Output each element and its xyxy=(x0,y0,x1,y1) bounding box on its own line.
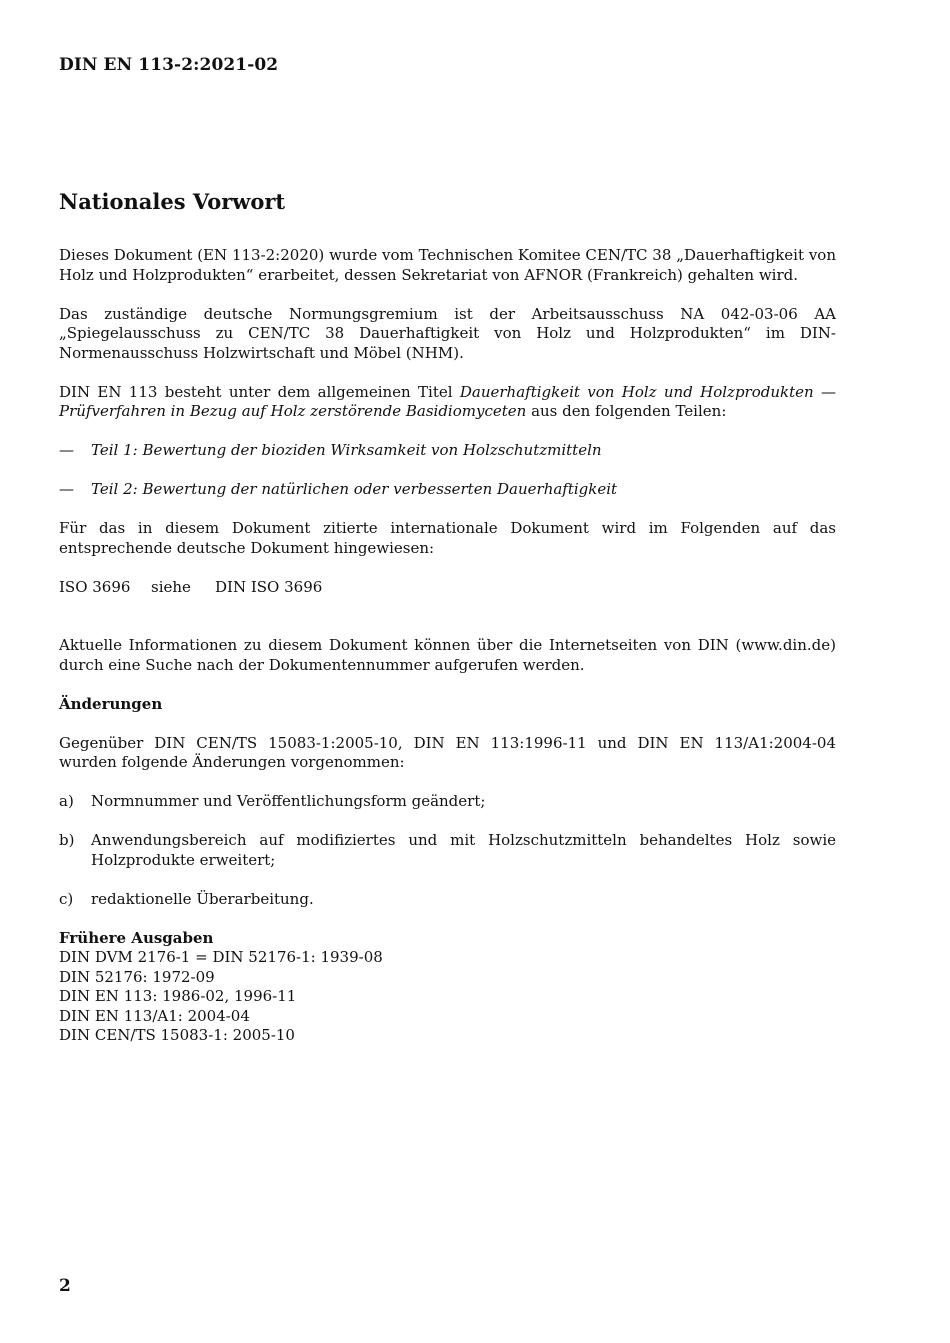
parts-intro-title: Dauerhaftigkeit von Holz und Holzprodukten — Prüfverfahren in Bezug auf Holz zerstörende Basidiomyceten xyxy=(59,382,836,420)
list-marker: a) xyxy=(59,792,74,810)
list-item-change-a xyxy=(59,792,836,812)
paragraph-current-info: Aktuelle Informationen zu diesem Dokument können über die Internetseiten von DIN (www.din.de) durch eine Suche nach der Dokumentennummer aufgerufen werden. xyxy=(59,636,836,674)
paragraph-standards-body: Das zuständige deutsche Normungsgremium ist der Arbeitsausschuss NA 042-03-06 AA „Spiegelausschuss zu CEN/TC 38 Dauerhaftigkeit von Holz und Holzprodukten“ im DIN-Normenausschuss Holzwirtschaft und Möbel (NHM). xyxy=(59,304,836,362)
previous-edition-line: DIN 52176: 1972-09 xyxy=(59,967,215,986)
reference-row xyxy=(59,578,836,598)
list-marker: c) xyxy=(59,889,74,908)
reference-international: ISO 3696 xyxy=(59,577,131,596)
previous-edition-line: DIN CEN/TS 15083-1: 2005-10 xyxy=(59,1026,295,1044)
reference-national: DIN ISO 3696 xyxy=(215,577,323,596)
previous-edition-line: DIN EN 113: 1986-02, 1996-11 xyxy=(59,987,297,1005)
page-number: 2 xyxy=(59,1276,71,1296)
parts-intro-text: DIN EN 113 besteht unter dem allgemeinen Titel xyxy=(59,382,460,401)
paragraph-committee: Dieses Dokument (EN 113-2:2020) wurde vom Technischen Komitee CEN/TC 38 „Dauerhaftigkeit von Holz und Holzprodukten“ erarbeitet, dessen Sekretariat von AFNOR (Frankreich) gehalten wird. xyxy=(59,246,836,284)
list-item-text: Teil 2: Bewertung der natürlichen oder verbesserten Dauerhaftigkeit xyxy=(91,480,618,498)
list-marker: — xyxy=(59,441,74,459)
list-item-change-b xyxy=(59,831,836,870)
document-id-header: DIN EN 113-2:2021-02 xyxy=(59,55,279,75)
list-marker: — xyxy=(59,480,74,498)
changes-heading: Änderungen xyxy=(59,694,163,713)
list-item-text: Anwendungsbereich auf modifiziertes und mit Holzschutzmitteln behandeltes Holz sowie Holzprodukte erweitert; xyxy=(91,831,836,869)
list-item-text: Normnummer und Veröffentlichungsform geändert; xyxy=(91,792,486,810)
previous-edition-line: DIN EN 113/A1: 2004-04 xyxy=(59,1006,250,1025)
list-marker: b) xyxy=(59,831,75,849)
list-item-text: Teil 1: Bewertung der bioziden Wirksamkeit von Holzschutzmitteln xyxy=(91,441,602,459)
paragraph-parts-intro xyxy=(59,383,836,422)
paragraph-reference-intro: Für das in diesem Dokument zitierte internationale Dokument wird im Folgenden auf das entsprechende deutsche Dokument hingewiesen: xyxy=(59,519,836,557)
list-item-change-c xyxy=(59,890,836,910)
previous-editions-heading: Frühere Ausgaben xyxy=(59,928,214,947)
list-item-text: redaktionelle Überarbeitung. xyxy=(91,889,314,908)
previous-editions-list xyxy=(59,948,836,1046)
previous-edition-line: DIN DVM 2176-1 = DIN 52176-1: 1939-08 xyxy=(59,948,383,966)
list-item-part-1 xyxy=(59,441,836,461)
changes-intro: Gegenüber DIN CEN/TS 15083-1:2005-10, DIN EN 113:1996-11 und DIN EN 113/A1:2004-04 wurden folgende Änderungen vorgenommen: xyxy=(59,733,836,771)
parts-intro-tail: aus den folgenden Teilen: xyxy=(526,402,727,420)
list-item-part-2 xyxy=(59,480,836,500)
page-content xyxy=(59,188,836,1046)
reference-see: siehe xyxy=(151,577,191,596)
page-title: Nationales Vorwort xyxy=(59,189,286,214)
